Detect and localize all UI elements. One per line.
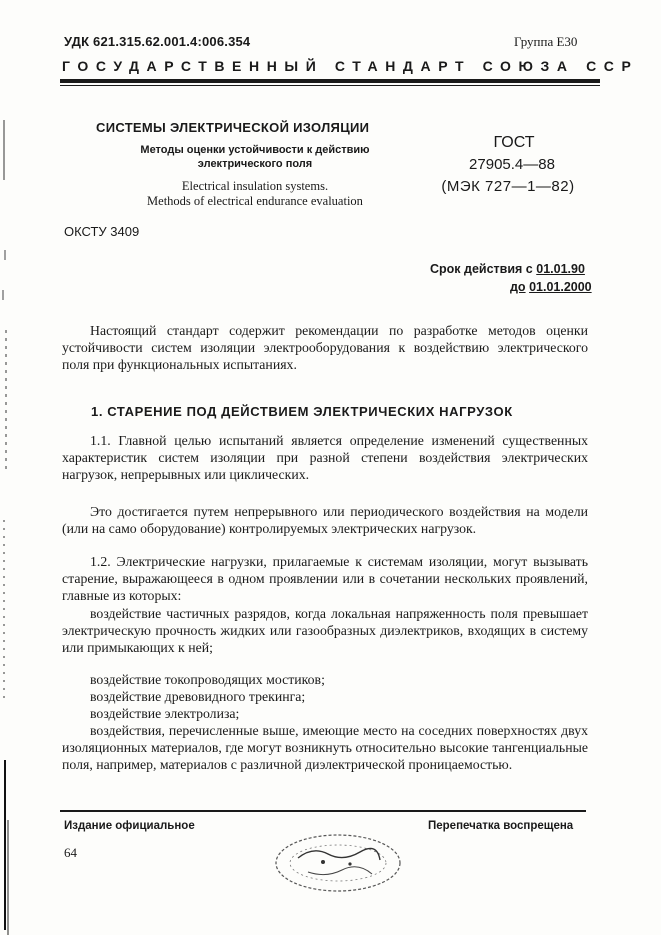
subtitle-ru-line2: электрического поля bbox=[197, 158, 313, 170]
library-stamp bbox=[268, 828, 408, 898]
footer-rule bbox=[60, 810, 586, 812]
list-item: воздействие частичных разрядов, когда локальная напряженность поля превышает электрическую прочность жидких или газообразных диэлектриков, входящих в систему или примыкающих к ней; bbox=[62, 606, 588, 656]
state-standard-banner: ГОСУДАРСТВЕННЫЙ СТАНДАРТ СОЮЗА ССР bbox=[62, 58, 639, 74]
list-item: воздействия, перечисленные выше, имеющие место на соседних поверхностях двух изоляционных материалов, где могут возникнуть относительно высокие тангенциальные поля, например, материалов с различной диэлектрической проницаемостью. bbox=[62, 723, 588, 773]
title-en-line2: Methods of electrical endurance evaluation bbox=[147, 194, 363, 208]
page-number: 64 bbox=[64, 845, 77, 860]
list-item: воздействие электролиза; bbox=[90, 706, 240, 721]
section-1-heading: 1. СТАРЕНИЕ ПОД ДЕЙСТВИЕМ ЭЛЕКТРИЧЕСКИХ НАГРУЗОК bbox=[91, 404, 513, 419]
binding-edge-marks bbox=[0, 0, 22, 935]
group-code: Группа Е30 bbox=[514, 34, 578, 49]
validity-label: Срок действия с bbox=[430, 262, 533, 276]
document-subtitle-ru bbox=[130, 143, 380, 171]
title-en-line1: Electrical insulation systems. bbox=[181, 179, 329, 193]
gost-number: 27905.4—88 bbox=[469, 156, 555, 173]
list-item: воздействие древовидного трекинга; bbox=[90, 689, 306, 704]
validity-to-label: до bbox=[510, 280, 526, 294]
validity-to bbox=[510, 280, 592, 294]
okstu-code: ОКСТУ 3409 bbox=[64, 224, 140, 239]
header-rule-thin bbox=[60, 85, 600, 86]
iec-number: (МЭК 727—1—82) bbox=[441, 178, 575, 195]
gost-label: ГОСТ bbox=[493, 134, 535, 151]
paragraph-1-1: 1.1. Главной целью испытаний является определение изменений существенных характеристик систем изоляции при разной степени воздействия электрических нагрузок, непрерывных или циклических. bbox=[62, 433, 588, 483]
header-rule-thick bbox=[60, 79, 600, 83]
intro-paragraph: Настоящий стандарт содержит рекомендации по разработке методов оценки устойчивости систем изоляции электрооборудования к воздействию электрического поля при функциональных испытаниях. bbox=[62, 323, 588, 373]
document-title-en bbox=[120, 179, 390, 209]
validity-to-date: 01.01.2000 bbox=[529, 280, 592, 294]
official-edition-label: Издание официальное bbox=[64, 820, 195, 832]
list-item: воздействие токопроводящих мостиков; bbox=[90, 672, 325, 687]
validity-from bbox=[430, 262, 585, 276]
paragraph-1-1-continued: Это достигается путем непрерывного или периодического воздействия на модели (или на само оборудование) контролируемых электрических нагрузок. bbox=[62, 504, 588, 537]
udk-code: УДК 621.315.62.001.4:006.354 bbox=[64, 34, 251, 49]
paragraph-1-2: 1.2. Электрические нагрузки, прилагаемые к системам изоляции, могут вызывать старение, выражающееся в одном проявлении или в сочетании нескольких проявлений, главные из которых: bbox=[62, 554, 588, 604]
reprint-prohibited-label: Перепечатка воспрещена bbox=[428, 820, 574, 832]
validity-from-date: 01.01.90 bbox=[536, 262, 585, 276]
document-title-ru: СИСТЕМЫ ЭЛЕКТРИЧЕСКОЙ ИЗОЛЯЦИИ bbox=[96, 120, 370, 135]
subtitle-ru-line1: Методы оценки устойчивости к действию bbox=[140, 144, 370, 156]
